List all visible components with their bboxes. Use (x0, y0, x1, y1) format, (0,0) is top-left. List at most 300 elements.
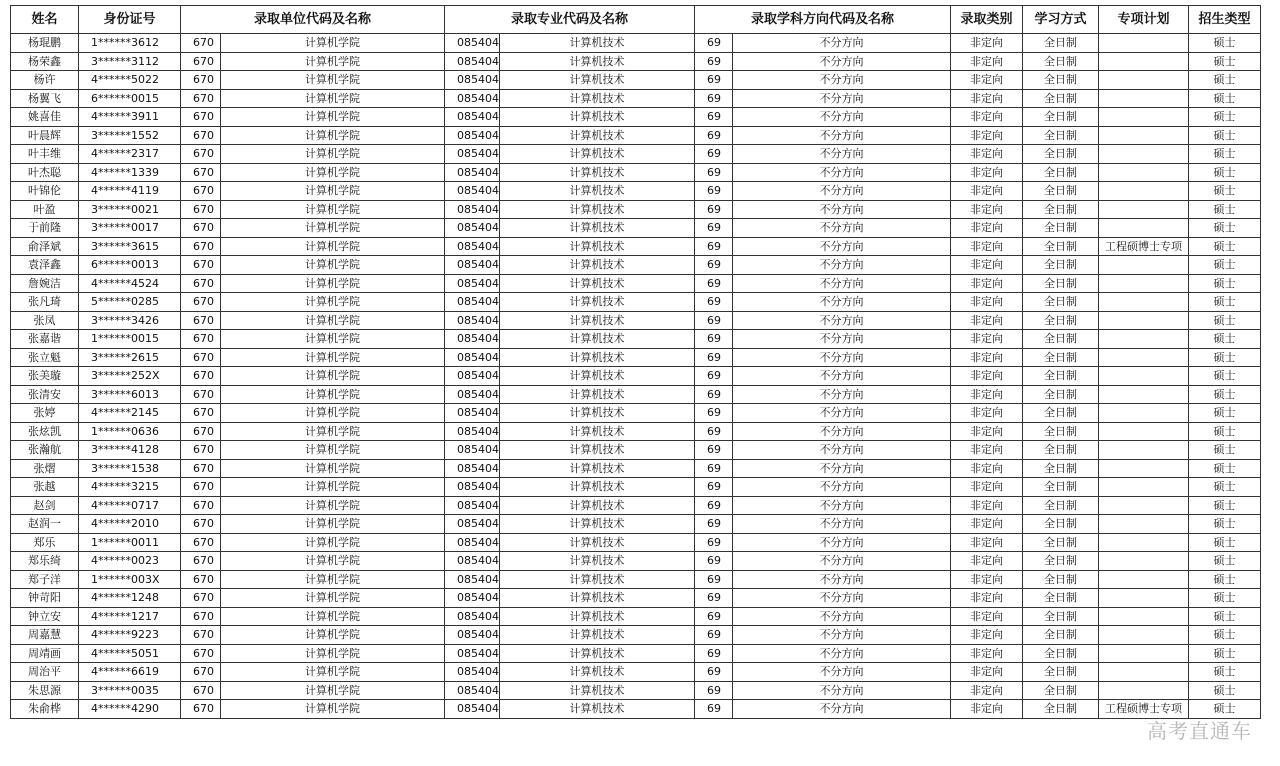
name-cell: 杨翼飞 (11, 89, 79, 108)
unit-name-cell: 计算机学院 (221, 422, 445, 441)
header-major: 录取专业代码及名称 (445, 6, 695, 34)
name-cell: 于前隆 (11, 219, 79, 238)
unit-code-cell: 670 (181, 385, 221, 404)
id-number-cell: 4******9223 (79, 626, 181, 645)
direction-code-cell: 69 (695, 533, 733, 552)
enrollment-type-cell: 硕士 (1189, 145, 1261, 164)
direction-name-cell: 不分方向 (733, 422, 951, 441)
table-row (11, 607, 1261, 626)
major-code-cell: 085404 (445, 71, 500, 90)
special-plan-cell: 工程硕博士专项 (1099, 237, 1189, 256)
major-name-cell: 计算机技术 (500, 200, 695, 219)
special-plan-cell (1099, 34, 1189, 53)
major-name-cell: 计算机技术 (500, 182, 695, 201)
unit-name-cell: 计算机学院 (221, 330, 445, 349)
major-code-cell: 085404 (445, 515, 500, 534)
table-row (11, 552, 1261, 571)
direction-code-cell: 69 (695, 496, 733, 515)
major-code-cell: 085404 (445, 219, 500, 238)
direction-name-cell: 不分方向 (733, 478, 951, 497)
study-mode-cell: 全日制 (1023, 108, 1099, 127)
special-plan-cell (1099, 311, 1189, 330)
unit-code-cell: 670 (181, 182, 221, 201)
name-cell: 詹婉洁 (11, 274, 79, 293)
table-row (11, 293, 1261, 312)
direction-name-cell: 不分方向 (733, 219, 951, 238)
direction-name-cell: 不分方向 (733, 644, 951, 663)
direction-code-cell: 69 (695, 626, 733, 645)
category-cell: 非定向 (951, 52, 1023, 71)
direction-code-cell: 69 (695, 459, 733, 478)
enrollment-type-cell: 硕士 (1189, 348, 1261, 367)
major-name-cell: 计算机技术 (500, 496, 695, 515)
enrollment-type-cell: 硕士 (1189, 589, 1261, 608)
direction-name-cell: 不分方向 (733, 367, 951, 386)
major-code-cell: 085404 (445, 626, 500, 645)
unit-name-cell: 计算机学院 (221, 681, 445, 700)
direction-code-cell: 69 (695, 441, 733, 460)
id-number-cell: 4******1217 (79, 607, 181, 626)
table-row (11, 589, 1261, 608)
special-plan-cell (1099, 478, 1189, 497)
special-plan-cell (1099, 52, 1189, 71)
table-row (11, 404, 1261, 423)
table-row (11, 515, 1261, 534)
unit-code-cell: 670 (181, 626, 221, 645)
direction-code-cell: 69 (695, 607, 733, 626)
category-cell: 非定向 (951, 459, 1023, 478)
direction-code-cell: 69 (695, 293, 733, 312)
id-number-cell: 4******1339 (79, 163, 181, 182)
table-header (11, 6, 1261, 34)
major-code-cell: 085404 (445, 145, 500, 164)
special-plan-cell (1099, 330, 1189, 349)
category-cell: 非定向 (951, 348, 1023, 367)
special-plan-cell (1099, 126, 1189, 145)
special-plan-cell (1099, 163, 1189, 182)
name-cell: 袁泽鑫 (11, 256, 79, 275)
enrollment-type-cell: 硕士 (1189, 478, 1261, 497)
category-cell: 非定向 (951, 145, 1023, 164)
unit-code-cell: 670 (181, 34, 221, 53)
direction-code-cell: 69 (695, 126, 733, 145)
id-number-cell: 3******4128 (79, 441, 181, 460)
enrollment-type-cell: 硕士 (1189, 89, 1261, 108)
direction-name-cell: 不分方向 (733, 570, 951, 589)
unit-code-cell: 670 (181, 219, 221, 238)
study-mode-cell: 全日制 (1023, 330, 1099, 349)
unit-name-cell: 计算机学院 (221, 311, 445, 330)
direction-name-cell: 不分方向 (733, 607, 951, 626)
unit-code-cell: 670 (181, 681, 221, 700)
direction-code-cell: 69 (695, 367, 733, 386)
special-plan-cell (1099, 607, 1189, 626)
study-mode-cell: 全日制 (1023, 256, 1099, 275)
study-mode-cell: 全日制 (1023, 34, 1099, 53)
category-cell: 非定向 (951, 496, 1023, 515)
name-cell: 叶锦伦 (11, 182, 79, 201)
table-row (11, 367, 1261, 386)
unit-code-cell: 670 (181, 441, 221, 460)
enrollment-type-cell: 硕士 (1189, 700, 1261, 719)
table-row (11, 274, 1261, 293)
table-row (11, 311, 1261, 330)
name-cell: 姚喜佳 (11, 108, 79, 127)
direction-name-cell: 不分方向 (733, 385, 951, 404)
unit-code-cell: 670 (181, 607, 221, 626)
enrollment-type-cell: 硕士 (1189, 219, 1261, 238)
unit-code-cell: 670 (181, 552, 221, 571)
major-name-cell: 计算机技术 (500, 237, 695, 256)
name-cell: 叶晨辉 (11, 126, 79, 145)
id-number-cell: 4******5022 (79, 71, 181, 90)
direction-code-cell: 69 (695, 145, 733, 164)
special-plan-cell (1099, 200, 1189, 219)
header-study-mode: 学习方式 (1023, 6, 1099, 34)
major-name-cell: 计算机技术 (500, 607, 695, 626)
study-mode-cell: 全日制 (1023, 441, 1099, 460)
direction-code-cell: 69 (695, 108, 733, 127)
name-cell: 赵剑 (11, 496, 79, 515)
name-cell: 杨荣鑫 (11, 52, 79, 71)
study-mode-cell: 全日制 (1023, 459, 1099, 478)
unit-name-cell: 计算机学院 (221, 52, 445, 71)
enrollment-type-cell: 硕士 (1189, 607, 1261, 626)
major-code-cell: 085404 (445, 422, 500, 441)
unit-code-cell: 670 (181, 256, 221, 275)
table-row (11, 108, 1261, 127)
major-code-cell: 085404 (445, 274, 500, 293)
special-plan-cell (1099, 533, 1189, 552)
unit-name-cell: 计算机学院 (221, 589, 445, 608)
major-name-cell: 计算机技术 (500, 52, 695, 71)
direction-name-cell: 不分方向 (733, 200, 951, 219)
direction-code-cell: 69 (695, 163, 733, 182)
unit-name-cell: 计算机学院 (221, 367, 445, 386)
study-mode-cell: 全日制 (1023, 404, 1099, 423)
direction-code-cell: 69 (695, 515, 733, 534)
unit-code-cell: 670 (181, 422, 221, 441)
direction-name-cell: 不分方向 (733, 52, 951, 71)
unit-name-cell: 计算机学院 (221, 385, 445, 404)
unit-name-cell: 计算机学院 (221, 163, 445, 182)
name-cell: 钟立安 (11, 607, 79, 626)
unit-name-cell: 计算机学院 (221, 219, 445, 238)
study-mode-cell: 全日制 (1023, 71, 1099, 90)
id-number-cell: 3******3426 (79, 311, 181, 330)
major-name-cell: 计算机技术 (500, 311, 695, 330)
special-plan-cell (1099, 459, 1189, 478)
unit-name-cell: 计算机学院 (221, 570, 445, 589)
unit-code-cell: 670 (181, 274, 221, 293)
direction-code-cell: 69 (695, 311, 733, 330)
watermark: 高考直通车 (1147, 719, 1252, 743)
table-row (11, 681, 1261, 700)
unit-name-cell: 计算机学院 (221, 441, 445, 460)
table-row (11, 626, 1261, 645)
major-name-cell: 计算机技术 (500, 533, 695, 552)
unit-name-cell: 计算机学院 (221, 626, 445, 645)
major-code-cell: 085404 (445, 644, 500, 663)
direction-name-cell: 不分方向 (733, 626, 951, 645)
special-plan-cell (1099, 404, 1189, 423)
name-cell: 张炫凯 (11, 422, 79, 441)
enrollment-type-cell: 硕士 (1189, 441, 1261, 460)
category-cell: 非定向 (951, 589, 1023, 608)
name-cell: 周治平 (11, 663, 79, 682)
direction-code-cell: 69 (695, 681, 733, 700)
category-cell: 非定向 (951, 681, 1023, 700)
enrollment-type-cell: 硕士 (1189, 274, 1261, 293)
name-cell: 赵润一 (11, 515, 79, 534)
unit-name-cell: 计算机学院 (221, 126, 445, 145)
unit-name-cell: 计算机学院 (221, 89, 445, 108)
table-row (11, 459, 1261, 478)
study-mode-cell: 全日制 (1023, 163, 1099, 182)
major-name-cell: 计算机技术 (500, 459, 695, 478)
study-mode-cell: 全日制 (1023, 200, 1099, 219)
major-code-cell: 085404 (445, 385, 500, 404)
table-row (11, 385, 1261, 404)
major-name-cell: 计算机技术 (500, 570, 695, 589)
id-number-cell: 1******0011 (79, 533, 181, 552)
id-number-cell: 3******3112 (79, 52, 181, 71)
study-mode-cell: 全日制 (1023, 515, 1099, 534)
name-cell: 张瀚航 (11, 441, 79, 460)
table-row (11, 570, 1261, 589)
id-number-cell: 4******2010 (79, 515, 181, 534)
major-name-cell: 计算机技术 (500, 89, 695, 108)
name-cell: 叶丰维 (11, 145, 79, 164)
unit-code-cell: 670 (181, 589, 221, 608)
study-mode-cell: 全日制 (1023, 311, 1099, 330)
enrollment-type-cell: 硕士 (1189, 200, 1261, 219)
direction-code-cell: 69 (695, 589, 733, 608)
major-name-cell: 计算机技术 (500, 367, 695, 386)
unit-name-cell: 计算机学院 (221, 274, 445, 293)
unit-code-cell: 670 (181, 367, 221, 386)
direction-code-cell: 69 (695, 89, 733, 108)
special-plan-cell (1099, 681, 1189, 700)
table-row (11, 163, 1261, 182)
table-row (11, 533, 1261, 552)
table-row (11, 145, 1261, 164)
unit-name-cell: 计算机学院 (221, 34, 445, 53)
major-name-cell: 计算机技术 (500, 644, 695, 663)
enrollment-type-cell: 硕士 (1189, 496, 1261, 515)
major-code-cell: 085404 (445, 496, 500, 515)
unit-code-cell: 670 (181, 89, 221, 108)
major-name-cell: 计算机技术 (500, 385, 695, 404)
special-plan-cell (1099, 422, 1189, 441)
id-number-cell: 1******003X (79, 570, 181, 589)
major-code-cell: 085404 (445, 200, 500, 219)
direction-name-cell: 不分方向 (733, 274, 951, 293)
category-cell: 非定向 (951, 256, 1023, 275)
category-cell: 非定向 (951, 200, 1023, 219)
special-plan-cell: 工程硕博士专项 (1099, 700, 1189, 719)
enrollment-type-cell: 硕士 (1189, 626, 1261, 645)
unit-code-cell: 670 (181, 459, 221, 478)
unit-code-cell: 670 (181, 570, 221, 589)
direction-code-cell: 69 (695, 34, 733, 53)
unit-name-cell: 计算机学院 (221, 404, 445, 423)
study-mode-cell: 全日制 (1023, 533, 1099, 552)
direction-name-cell: 不分方向 (733, 108, 951, 127)
id-number-cell: 5******0285 (79, 293, 181, 312)
unit-code-cell: 670 (181, 237, 221, 256)
study-mode-cell: 全日制 (1023, 348, 1099, 367)
category-cell: 非定向 (951, 330, 1023, 349)
table-row (11, 89, 1261, 108)
major-name-cell: 计算机技术 (500, 34, 695, 53)
id-number-cell: 3******6013 (79, 385, 181, 404)
direction-name-cell: 不分方向 (733, 404, 951, 423)
direction-name-cell: 不分方向 (733, 163, 951, 182)
name-cell: 钟苛阳 (11, 589, 79, 608)
id-number-cell: 6******0013 (79, 256, 181, 275)
direction-code-cell: 69 (695, 182, 733, 201)
id-number-cell: 3******0017 (79, 219, 181, 238)
header-enrollment-type: 招生类型 (1189, 6, 1261, 34)
major-code-cell: 085404 (445, 311, 500, 330)
id-number-cell: 3******1552 (79, 126, 181, 145)
name-cell: 张清安 (11, 385, 79, 404)
major-code-cell: 085404 (445, 34, 500, 53)
id-number-cell: 3******1538 (79, 459, 181, 478)
unit-name-cell: 计算机学院 (221, 237, 445, 256)
unit-name-cell: 计算机学院 (221, 478, 445, 497)
study-mode-cell: 全日制 (1023, 219, 1099, 238)
category-cell: 非定向 (951, 163, 1023, 182)
enrollment-type-cell: 硕士 (1189, 681, 1261, 700)
direction-code-cell: 69 (695, 700, 733, 719)
study-mode-cell: 全日制 (1023, 89, 1099, 108)
major-code-cell: 085404 (445, 256, 500, 275)
major-code-cell: 085404 (445, 52, 500, 71)
unit-name-cell: 计算机学院 (221, 108, 445, 127)
unit-name-cell: 计算机学院 (221, 552, 445, 571)
name-cell: 俞泽斌 (11, 237, 79, 256)
header-unit: 录取单位代码及名称 (181, 6, 445, 34)
direction-code-cell: 69 (695, 663, 733, 682)
major-code-cell: 085404 (445, 700, 500, 719)
category-cell: 非定向 (951, 700, 1023, 719)
unit-code-cell: 670 (181, 700, 221, 719)
id-number-cell: 1******3612 (79, 34, 181, 53)
study-mode-cell: 全日制 (1023, 589, 1099, 608)
name-cell: 张立魁 (11, 348, 79, 367)
direction-code-cell: 69 (695, 644, 733, 663)
enrollment-type-cell: 硕士 (1189, 367, 1261, 386)
id-number-cell: 4******2145 (79, 404, 181, 423)
unit-code-cell: 670 (181, 404, 221, 423)
enrollment-type-cell: 硕士 (1189, 34, 1261, 53)
id-number-cell: 3******0035 (79, 681, 181, 700)
special-plan-cell (1099, 182, 1189, 201)
study-mode-cell: 全日制 (1023, 52, 1099, 71)
category-cell: 非定向 (951, 34, 1023, 53)
id-number-cell: 4******0717 (79, 496, 181, 515)
id-number-cell: 4******6619 (79, 663, 181, 682)
table-row (11, 441, 1261, 460)
unit-code-cell: 670 (181, 515, 221, 534)
special-plan-cell (1099, 515, 1189, 534)
id-number-cell: 1******0015 (79, 330, 181, 349)
enrollment-type-cell: 硕士 (1189, 533, 1261, 552)
study-mode-cell: 全日制 (1023, 681, 1099, 700)
enrollment-type-cell: 硕士 (1189, 126, 1261, 145)
special-plan-cell (1099, 274, 1189, 293)
study-mode-cell: 全日制 (1023, 237, 1099, 256)
major-name-cell: 计算机技术 (500, 256, 695, 275)
unit-code-cell: 670 (181, 311, 221, 330)
major-code-cell: 085404 (445, 663, 500, 682)
direction-name-cell: 不分方向 (733, 237, 951, 256)
category-cell: 非定向 (951, 71, 1023, 90)
major-name-cell: 计算机技术 (500, 404, 695, 423)
special-plan-cell (1099, 441, 1189, 460)
enrollment-type-cell: 硕士 (1189, 330, 1261, 349)
special-plan-cell (1099, 145, 1189, 164)
major-name-cell: 计算机技术 (500, 422, 695, 441)
name-cell: 杨琨鹏 (11, 34, 79, 53)
id-number-cell: 4******5051 (79, 644, 181, 663)
unit-name-cell: 计算机学院 (221, 515, 445, 534)
category-cell: 非定向 (951, 274, 1023, 293)
special-plan-cell (1099, 626, 1189, 645)
category-cell: 非定向 (951, 570, 1023, 589)
major-code-cell: 085404 (445, 570, 500, 589)
header-direction: 录取学科方向代码及名称 (695, 6, 951, 34)
study-mode-cell: 全日制 (1023, 367, 1099, 386)
category-cell: 非定向 (951, 108, 1023, 127)
direction-code-cell: 69 (695, 478, 733, 497)
major-code-cell: 085404 (445, 237, 500, 256)
enrollment-type-cell: 硕士 (1189, 404, 1261, 423)
direction-code-cell: 69 (695, 200, 733, 219)
enrollment-type-cell: 硕士 (1189, 182, 1261, 201)
direction-name-cell: 不分方向 (733, 34, 951, 53)
unit-name-cell: 计算机学院 (221, 644, 445, 663)
direction-name-cell: 不分方向 (733, 71, 951, 90)
direction-name-cell: 不分方向 (733, 589, 951, 608)
study-mode-cell: 全日制 (1023, 293, 1099, 312)
table-row (11, 200, 1261, 219)
direction-name-cell: 不分方向 (733, 256, 951, 275)
direction-name-cell: 不分方向 (733, 459, 951, 478)
special-plan-cell (1099, 108, 1189, 127)
direction-name-cell: 不分方向 (733, 311, 951, 330)
enrollment-type-cell: 硕士 (1189, 644, 1261, 663)
table-row (11, 126, 1261, 145)
major-code-cell: 085404 (445, 552, 500, 571)
id-number-cell: 4******3215 (79, 478, 181, 497)
major-code-cell: 085404 (445, 459, 500, 478)
major-name-cell: 计算机技术 (500, 348, 695, 367)
direction-code-cell: 69 (695, 348, 733, 367)
special-plan-cell (1099, 385, 1189, 404)
special-plan-cell (1099, 256, 1189, 275)
name-cell: 朱思源 (11, 681, 79, 700)
major-name-cell: 计算机技术 (500, 663, 695, 682)
table-row (11, 330, 1261, 349)
major-name-cell: 计算机技术 (500, 126, 695, 145)
category-cell: 非定向 (951, 441, 1023, 460)
id-number-cell: 4******3911 (79, 108, 181, 127)
category-cell: 非定向 (951, 552, 1023, 571)
id-number-cell: 4******4119 (79, 182, 181, 201)
